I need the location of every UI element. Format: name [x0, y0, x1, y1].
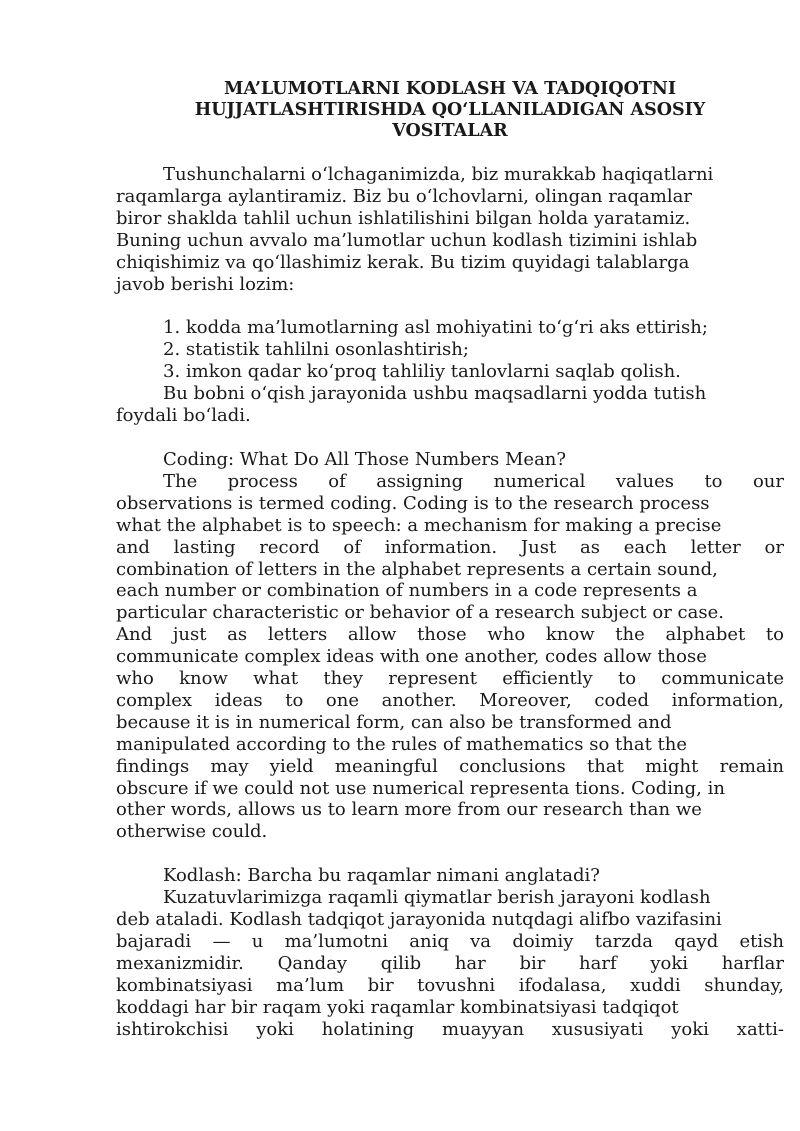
uzbek-line-5: kombinatsiyasi ma’lum bir tovushni ifodalasa, xuddi shunday, [116, 974, 784, 996]
english-line-9: communicate complex ideas with one another, codes allow those [116, 646, 707, 668]
english-line-15: obscure if we could not use numerical representa tions. Coding, in [116, 777, 725, 799]
intro-line-1: Tushunchalarni o‘lchaganimizda, biz murakkab haqiqatlarni [163, 164, 714, 185]
english-line-6: each number or combination of numbers in a code represents a [116, 580, 698, 602]
list-item-3: 3. imkon qadar ko‘proq tahliliy tanlovlarni saqlab qolish. [163, 361, 681, 383]
uzbek-line-1: Kuzatuvlarimizga raqamli qiymatlar berish jarayoni kodlash [163, 887, 711, 909]
after-list-line-2: foydali bo‘ladi. [116, 405, 251, 427]
english-line-13: manipulated according to the rules of mathematics so that the [116, 733, 688, 755]
english-line-5: combination of letters in the alphabet represents a certain sound, [116, 558, 718, 580]
intro-line-3: biror shaklda tahlil uchun ishlatilishini bilgan holda yaratamiz. [116, 207, 691, 229]
intro-line-4: Buning uchun avvalo ma’lumotlar uchun kodlash tizimini ishlab [116, 229, 698, 251]
after-list-line-1: Bu bobni o‘qish jarayonida ushbu maqsadlarni yodda tutish [163, 383, 707, 405]
title-line-3: VOSITALAR [392, 121, 508, 141]
uzbek-paragraph [116, 887, 784, 1040]
uzbek-line-6: koddagi har bir raqam yoki raqamlar kombinatsiyasi tadqiqot [116, 996, 679, 1018]
uzbek-line-7: ishtirokchisi yoki holatining muayyan xususiyati yoki xatti- [116, 1018, 784, 1040]
title-line-2: HUJJATLASHTIRISHDA QO‘LLANILADIGAN ASOSIY [194, 100, 706, 120]
english-line-12: because it is in numerical form, can also be transformed and [116, 711, 672, 733]
intro-line-2: raqamlarga aylantiramiz. Biz bu o‘lchovlarni, olingan raqamlar [116, 185, 692, 207]
english-line-3: what the alphabet is to speech: a mechanism for making a precise [116, 514, 722, 536]
intro-line-6: javob berishi lozim: [116, 273, 295, 295]
requirements-list [116, 317, 784, 383]
english-paragraph [116, 471, 784, 843]
english-line-1: The process of assigning numerical values to our [163, 470, 784, 492]
intro-paragraph [116, 164, 784, 295]
intro-line-5: chiqishimiz va qo‘llashimiz kerak. Bu tizim quyidagi talablarga [116, 251, 690, 273]
after-list-paragraph [116, 383, 784, 427]
english-line-4: and lasting record of information. Just as each letter or [116, 536, 784, 558]
list-item-1: 1. kodda ma’lumotlarning asl mohiyatini to‘g‘ri aks ettirish; [163, 317, 708, 339]
english-line-11: complex ideas to one another. Moreover, coded information, [116, 689, 784, 711]
english-heading: Coding: What Do All Those Numbers Mean? [163, 448, 567, 470]
document-title [116, 79, 784, 142]
uzbek-line-4: mexanizmidir. Qanday qilib har bir harf yoki harflar [116, 952, 784, 974]
uzbek-line-3: bajaradi — u ma’lumotni aniq va doimiy tarzda qayd etish [116, 931, 784, 952]
list-item-2: 2. statistik tahlilni osonlashtirish; [163, 339, 469, 361]
english-line-14: findings may yield meaningful conclusions that might remain [116, 755, 784, 777]
english-line-17: otherwise could. [116, 821, 268, 843]
document-page [116, 0, 784, 1041]
title-line-1: MA’LUMOTLARNI KODLASH VA TADQIQOTNI [223, 79, 677, 99]
uzbek-heading: Kodlash: Barcha bu raqamlar nimani anglatadi? [163, 865, 600, 887]
english-line-16: other words, allows us to learn more from our research than we [116, 799, 702, 821]
english-line-10: who know what they represent efficiently to communicate [116, 668, 784, 690]
english-line-7: particular characteristic or behavior of a research subject or case. [116, 602, 724, 624]
english-line-8: And just as letters allow those who know the alphabet to [116, 624, 784, 646]
uzbek-line-2: deb ataladi. Kodlash tadqiqot jarayonida nutqdagi alifbo vazifasini [116, 909, 722, 931]
english-line-2: observations is termed coding. Coding is to the research process [116, 492, 710, 514]
